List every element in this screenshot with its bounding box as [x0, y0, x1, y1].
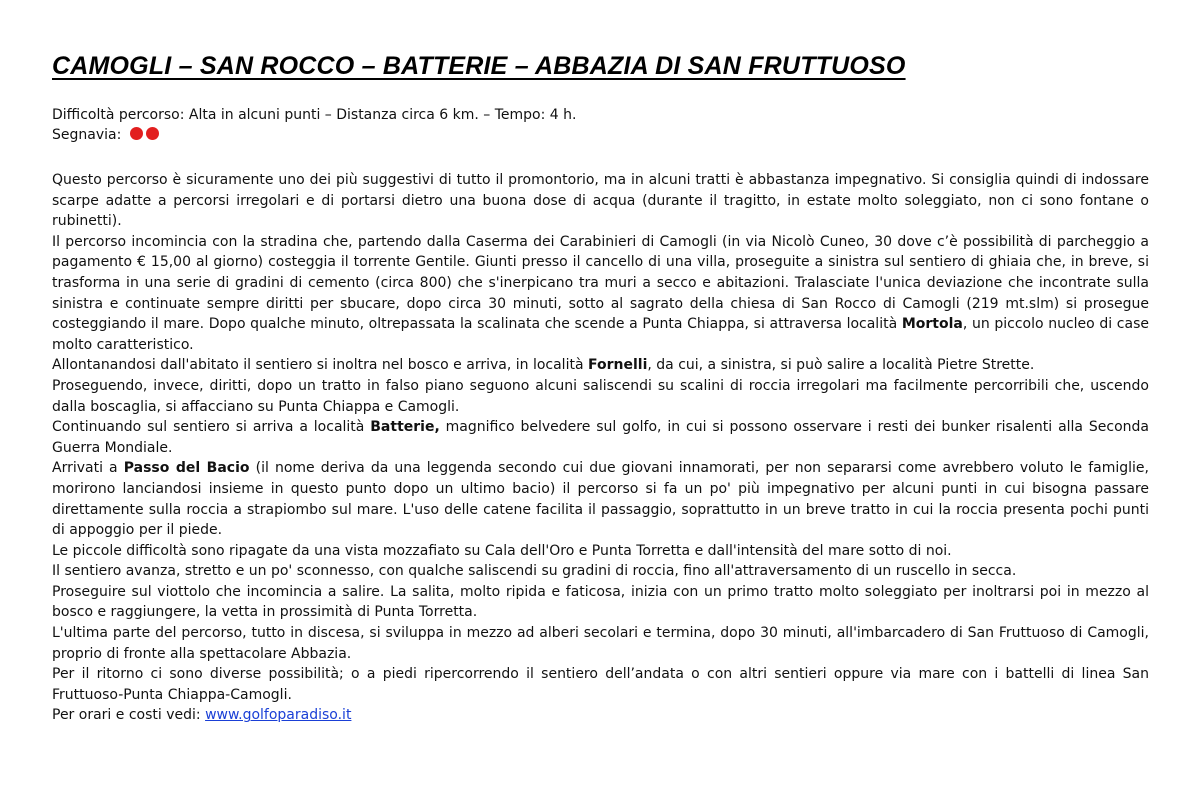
- place-name: Mortola: [901, 316, 963, 333]
- footer-line: [52, 705, 1149, 726]
- trail-marker-dot-1: [130, 127, 143, 140]
- route-description: [52, 170, 1149, 726]
- place-name: Passo del Bacio: [123, 460, 250, 477]
- text-run: (il nome deriva da una leggenda secondo cui due giovani innamorati, per non separarsi come avrebbero voluto le famiglie, morirono lanciandosi insieme in questo punto dopo un ultimo bacio) il percorso si fa un po' più impegnativo per alcuni punti in cui bisogna passare direttamente sulla roccia a strapiombo sul mare. L'uso delle catene facilita il passaggio, soprattutto in un breve tratto in cui la roccia presenta pochi punti di appoggio per il piede.: [52, 460, 1149, 539]
- text-run: magnifico belvedere sul golfo, in cui si possono osservare i resti dei bunker risalenti alla Seconda Guerra Mondiale.: [52, 419, 1149, 456]
- footer-label: Per orari e costi vedi:: [52, 707, 206, 724]
- place-name: Batterie,: [370, 419, 440, 436]
- paragraph: [52, 582, 1149, 623]
- paragraph: [52, 170, 1149, 232]
- paragraph: [52, 232, 1149, 356]
- text-run: Allontanandosi dall'abitato il sentiero si inoltra nel bosco e arriva, in località: [52, 357, 588, 374]
- text-run: L'ultima parte del percorso, tutto in discesa, si sviluppa in mezzo ad alberi secolari e termina, dopo 30 minuti, all'imbarcadero di San Fruttuoso di Camogli, proprio di fronte alla spettacolare Abbazia.: [52, 625, 1149, 662]
- text-run: Continuando sul sentiero si arriva a località: [52, 419, 371, 436]
- signage-label: Segnavia:: [52, 127, 122, 143]
- paragraph: [52, 664, 1149, 705]
- place-name: Fornelli: [587, 357, 648, 374]
- text-run: Questo percorso è sicuramente uno dei più suggestivi di tutto il promontorio, ma in alcuni tratti è abbastanza impegnativo. Si consiglia quindi di indossare scarpe adatte a percorsi irregolari e di portarsi dietro una buona dose di acqua (durante il tragitto, in estate molto soleggiato, non ci sono fontane o rubinetti).: [52, 172, 1149, 230]
- paragraph: [52, 417, 1149, 458]
- text-run: Proseguire sul viottolo che incomincia a salire. La salita, molto ripida e faticosa, inizia con un primo tratto molto soleggiato per inoltrarsi poi in mezzo al bosco e raggiungere, la vetta in prossimità di Punta Torretta.: [52, 583, 1149, 621]
- text-run: Il percorso incomincia con la stradina che, partendo dalla Caserma dei Carabinieri di Camogli (in via Nicolò Cuneo, 30 dove c’è possibilità di parcheggio a pagamento € 15,00 al giorno) costeggia il torrente Gentile. Giunti presso il cancello di una villa, proseguite a sinistra sul sentiero di ghiaia che, in breve, si trasforma in una serie di gradini di cemento (circa 800) che s'inerpicano tra muri a secco e abitazioni. Tralasciate l'unica deviazione che incontrate sulla sinistra e continuate sempre diritti per sbucare, dopo circa 30 minuti, sotto al sagrato della chiesa di San Rocco di Camogli (219 mt.slm) si prosegue costeggiando il mare. Dopo qualche minuto, oltrepassata la scalinata che scende a Punta Chiappa, si attraversa località: [52, 233, 1149, 333]
- paragraph: [52, 541, 1149, 562]
- text-run: Le piccole difficoltà sono ripagate da una vista mozzafiato su Cala dell'Oro e Punta Torretta e dall'intensità del mare sotto di noi.: [52, 542, 952, 559]
- paragraph-list: [52, 170, 1149, 705]
- paragraph: [52, 376, 1149, 417]
- page-title: CAMOGLI – SAN ROCCO – BATTERIE – ABBAZIA DI SAN FRUTTUOSO: [52, 52, 906, 80]
- text-run: Per il ritorno ci sono diverse possibilità; o a piedi ripercorrendo il sentiero dell’andata o con altri sentieri oppure via mare con i battelli di linea San Fruttuoso-Punta Chiappa-Camogli.: [52, 666, 1149, 703]
- text-run: Proseguendo, invece, diritti, dopo un tratto in falso piano seguono alcuni saliscendi su scalini di roccia irregolari ma facilmente percorribili che, uscendo dalla boscaglia, si affacciano su Punta Chiappa e Camogli.: [52, 377, 1149, 415]
- text-run: , da cui, a sinistra, si può salire a località Pietre Strette.: [647, 357, 1035, 374]
- difficulty-line: Difficoltà percorso: Alta in alcuni punti – Distanza circa 6 km. – Tempo: 4 h.: [52, 107, 577, 123]
- signage-line: [52, 125, 576, 145]
- route-info: [52, 105, 576, 145]
- text-run: Arrivati a: [52, 460, 124, 477]
- trail-marker-dot-2: [146, 127, 159, 140]
- text-run: Il sentiero avanza, stretto e un po' sconnesso, con qualche saliscendi su gradini di roccia, fino all'attraversamento di un ruscello in secca.: [52, 563, 1017, 580]
- paragraph: [52, 623, 1149, 664]
- paragraph: [52, 561, 1149, 582]
- golfoparadiso-link[interactable]: www.golfoparadiso.it: [205, 707, 352, 724]
- paragraph: [52, 355, 1149, 376]
- paragraph: [52, 458, 1149, 540]
- text-run: , un piccolo nucleo di case molto caratteristico.: [52, 316, 1149, 353]
